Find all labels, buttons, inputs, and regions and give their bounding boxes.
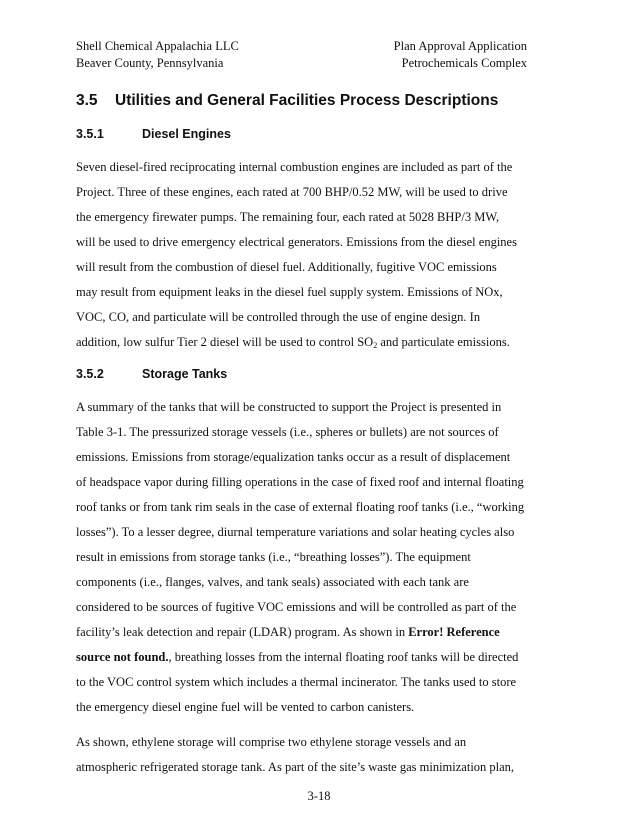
text-line: will result from the combustion of diesel fuel. Additionally, fugitive VOC emissions: [76, 260, 497, 274]
text-line: VOC, CO, and particulate will be controlled through the use of engine design. In: [76, 310, 481, 324]
text-line: of headspace vapor during filling operations in the case of fixed roof and internal floating: [76, 475, 524, 489]
text-line: the emergency firewater pumps. The remaining four, each rated at 5028 BHP/3 MW,: [76, 210, 500, 224]
header-project: Petrochemicals Complex: [401, 56, 527, 70]
section-title: Utilities and General Facilities Process Descriptions: [115, 92, 499, 109]
header-left: [76, 38, 239, 72]
storage-paragraph: [76, 395, 528, 720]
text-line: components (i.e., flanges, valves, and tank seals) associated with each tank are: [76, 575, 469, 589]
page-number: 3-18: [307, 789, 331, 803]
text-line: considered to be sources of fugitive VOC emissions and will be controlled as part of the: [76, 600, 517, 614]
text-line-reference: [76, 620, 528, 645]
text-line-reference: [76, 645, 528, 670]
subsection-number: 3.5.2: [76, 367, 104, 381]
section-number: 3.5: [76, 92, 98, 109]
reference-error-text: Error! Reference: [408, 625, 500, 639]
ethylene-paragraph: [76, 730, 528, 780]
text-line: may result from equipment leaks in the diesel fuel supply system. Emissions of NOx,: [76, 285, 503, 299]
text-fragment: , breathing losses from the internal floating roof tanks will be directed: [168, 650, 519, 664]
text-line: losses”). To a lesser degree, diurnal temperature variations and solar heating cycles also: [76, 525, 515, 539]
text-line-so2: [76, 330, 528, 355]
text-line: emissions. Emissions from storage/equalization tanks occur as a result of displacement: [76, 450, 511, 464]
text-line: Table 3-1. The pressurized storage vessels (i.e., spheres or bullets) are not sources of: [76, 425, 499, 439]
subsection-heading-diesel: [76, 127, 528, 141]
text-line: atmospheric refrigerated storage tank. As part of the site’s waste gas minimization plan,: [76, 760, 515, 774]
header-doc-type: Plan Approval Application: [393, 39, 527, 53]
subsection-number: 3.5.1: [76, 127, 104, 141]
header-right: [394, 38, 527, 72]
header-company: Shell Chemical Appalachia LLC: [76, 39, 239, 53]
subscript-2: 2: [373, 341, 378, 350]
text-fragment: addition, low sulfur Tier 2 diesel will be used to control SO: [76, 335, 374, 349]
subsection-title: Diesel Engines: [142, 127, 231, 141]
reference-error-text: source not found.: [76, 650, 169, 664]
text-line: the emergency diesel engine fuel will be vented to carbon canisters.: [76, 700, 415, 714]
header-location: Beaver County, Pennsylvania: [76, 56, 224, 70]
text-line: will be used to drive emergency electrical generators. Emissions from the diesel engines: [76, 235, 517, 249]
subsection-heading-storage: [76, 367, 528, 381]
diesel-paragraph: [76, 155, 528, 355]
text-line: result in emissions from storage tanks (i.e., “breathing losses”). The equipment: [76, 550, 471, 564]
text-fragment: and particulate emissions.: [377, 335, 510, 349]
text-line: A summary of the tanks that will be constructed to support the Project is presented in: [76, 400, 502, 414]
text-fragment: facility’s leak detection and repair (LDAR) program. As shown in: [76, 625, 409, 639]
text-line: As shown, ethylene storage will comprise two ethylene storage vessels and an: [76, 735, 467, 749]
text-line: roof tanks or from tank rim seals in the case of external floating roof tanks (i.e., “working: [76, 500, 525, 514]
subsection-title: Storage Tanks: [142, 367, 228, 381]
text-line: Project. Three of these engines, each rated at 700 BHP/0.52 MW, will be used to drive: [76, 185, 508, 199]
text-line: Seven diesel-fired reciprocating internal combustion engines are included as part of the: [76, 160, 513, 174]
text-line: to the VOC control system which includes a thermal incinerator. The tanks used to store: [76, 675, 517, 689]
section-heading: [76, 92, 528, 110]
page-body: [76, 92, 528, 790]
